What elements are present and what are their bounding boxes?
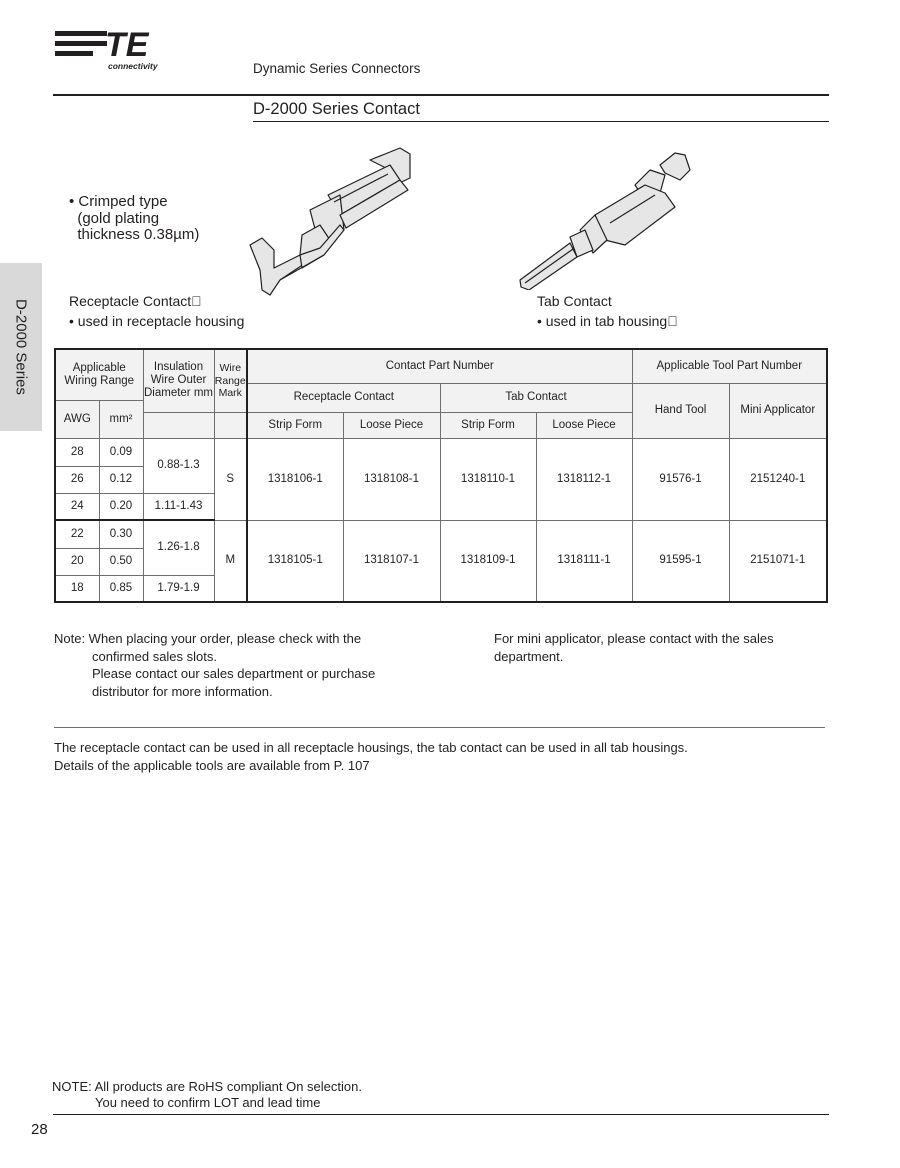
- side-tab: [0, 263, 42, 431]
- part-number-cell: 1318110-1: [440, 438, 536, 520]
- note-line: For mini applicator, please contact with the sales: [494, 631, 774, 646]
- title-rule: [253, 121, 829, 122]
- range-mark-cell: M: [214, 520, 247, 602]
- insulation-cell: 1.11-1.43: [143, 493, 214, 520]
- footer-note-line: You need to confirm LOT and lead time: [95, 1095, 321, 1110]
- tab-contact-image: [515, 145, 700, 290]
- header-mini-applicator: Mini Applicator: [729, 383, 827, 438]
- header-insulation-diameter: Insulation Wire Outer Diameter mm: [143, 349, 214, 412]
- tab-contact-title: Tab Contact: [537, 293, 612, 309]
- mm2-cell: 0.85: [99, 575, 143, 602]
- feature-description: [69, 194, 199, 244]
- rohs-note: [52, 1079, 362, 1111]
- info-line: Details of the applicable tools are available from P. 107: [54, 757, 370, 773]
- hand-tool-cell: 91576-1: [632, 438, 729, 520]
- contact-spec-table: [54, 348, 828, 603]
- logo-subtext: connectivity: [108, 61, 158, 71]
- info-line: The receptacle contact can be used in all receptacle housings, the tab contact can be used in all tab housings.: [54, 740, 688, 755]
- mm2-cell: 0.20: [99, 493, 143, 520]
- page-number: 28: [31, 1121, 48, 1138]
- mini-applicator-cell: 2151071-1: [729, 520, 827, 602]
- header-loose-piece: Loose Piece: [536, 412, 632, 438]
- part-number-cell: 1318111-1: [536, 520, 632, 602]
- tab-contact-use: • used in tab housing : [537, 313, 678, 329]
- header-receptacle-contact: Receptacle Contact: [247, 383, 440, 412]
- order-note: [54, 630, 375, 700]
- header-insulation-spacer: [143, 412, 214, 438]
- mm2-cell: 0.30: [99, 520, 143, 548]
- header-tab-contact: Tab Contact: [440, 383, 632, 412]
- header-tool-part-number: Applicable Tool Part Number: [632, 349, 827, 383]
- header-wire-range-mark: Wire Range Mark: [214, 349, 247, 412]
- part-number-cell: 1318108-1: [343, 438, 440, 520]
- footer-note-line: NOTE: All products are RoHS compliant On selection.: [52, 1079, 362, 1094]
- part-number-cell: 1318105-1: [247, 520, 343, 602]
- header-awg: AWG: [55, 400, 99, 438]
- te-connectivity-logo: [53, 26, 173, 72]
- note-line: department.: [494, 648, 564, 664]
- awg-cell: 26: [55, 466, 99, 493]
- header-strip-form: Strip Form: [247, 412, 343, 438]
- header-subtitle: Dynamic Series Connectors: [253, 61, 421, 76]
- awg-cell: 18: [55, 575, 99, 602]
- header-mm2: mm²: [99, 400, 143, 438]
- header-mark-spacer: [214, 412, 247, 438]
- mm2-cell: 0.09: [99, 438, 143, 466]
- insulation-cell: 0.88-1.3: [143, 438, 214, 493]
- part-number-cell: 1318112-1: [536, 438, 632, 520]
- footer-rule: [53, 1114, 829, 1115]
- feature-line: • Crimped type: [69, 193, 168, 210]
- header-wiring-range: Applicable Wiring Range: [55, 349, 143, 400]
- header-rule: [53, 94, 829, 96]
- feature-line: (gold plating: [69, 209, 160, 227]
- note-line: distributor for more information.: [92, 683, 273, 699]
- note-line: confirmed sales slots.: [92, 648, 217, 664]
- logo-text: TE: [105, 26, 149, 64]
- header-hand-tool: Hand Tool: [632, 383, 729, 438]
- mm2-cell: 0.50: [99, 548, 143, 575]
- header-loose-piece: Loose Piece: [343, 412, 440, 438]
- part-number-cell: 1318106-1: [247, 438, 343, 520]
- awg-cell: 24: [55, 493, 99, 520]
- awg-cell: 20: [55, 548, 99, 575]
- receptacle-contact-title: Receptacle Contact : [69, 293, 202, 309]
- awg-cell: 22: [55, 520, 99, 548]
- hand-tool-cell: 91595-1: [632, 520, 729, 602]
- section-divider: [54, 727, 825, 728]
- mini-applicator-cell: 2151240-1: [729, 438, 827, 520]
- part-number-cell: 1318109-1: [440, 520, 536, 602]
- mm2-cell: 0.12: [99, 466, 143, 493]
- range-mark-cell: S: [214, 438, 247, 520]
- part-number-cell: 1318107-1: [343, 520, 440, 602]
- insulation-cell: 1.26-1.8: [143, 520, 214, 575]
- applicator-note: [494, 630, 774, 665]
- note-line: Note: When placing your order, please check with the: [54, 631, 362, 646]
- receptacle-contact-image: [240, 140, 420, 300]
- awg-cell: 28: [55, 438, 99, 466]
- insulation-cell: 1.79-1.9: [143, 575, 214, 602]
- receptacle-contact-use: • used in receptacle housing: [69, 313, 245, 329]
- usage-info: [54, 739, 688, 774]
- side-tab-label: D-2000 Series: [12, 299, 30, 395]
- page-title: D-2000 Series Contact: [253, 100, 420, 118]
- note-line: Please contact our sales department or purchase: [92, 666, 376, 681]
- header-strip-form: Strip Form: [440, 412, 536, 438]
- header-contact-part-number: Contact Part Number: [247, 349, 632, 383]
- feature-line: thickness 0.38µm): [69, 226, 200, 243]
